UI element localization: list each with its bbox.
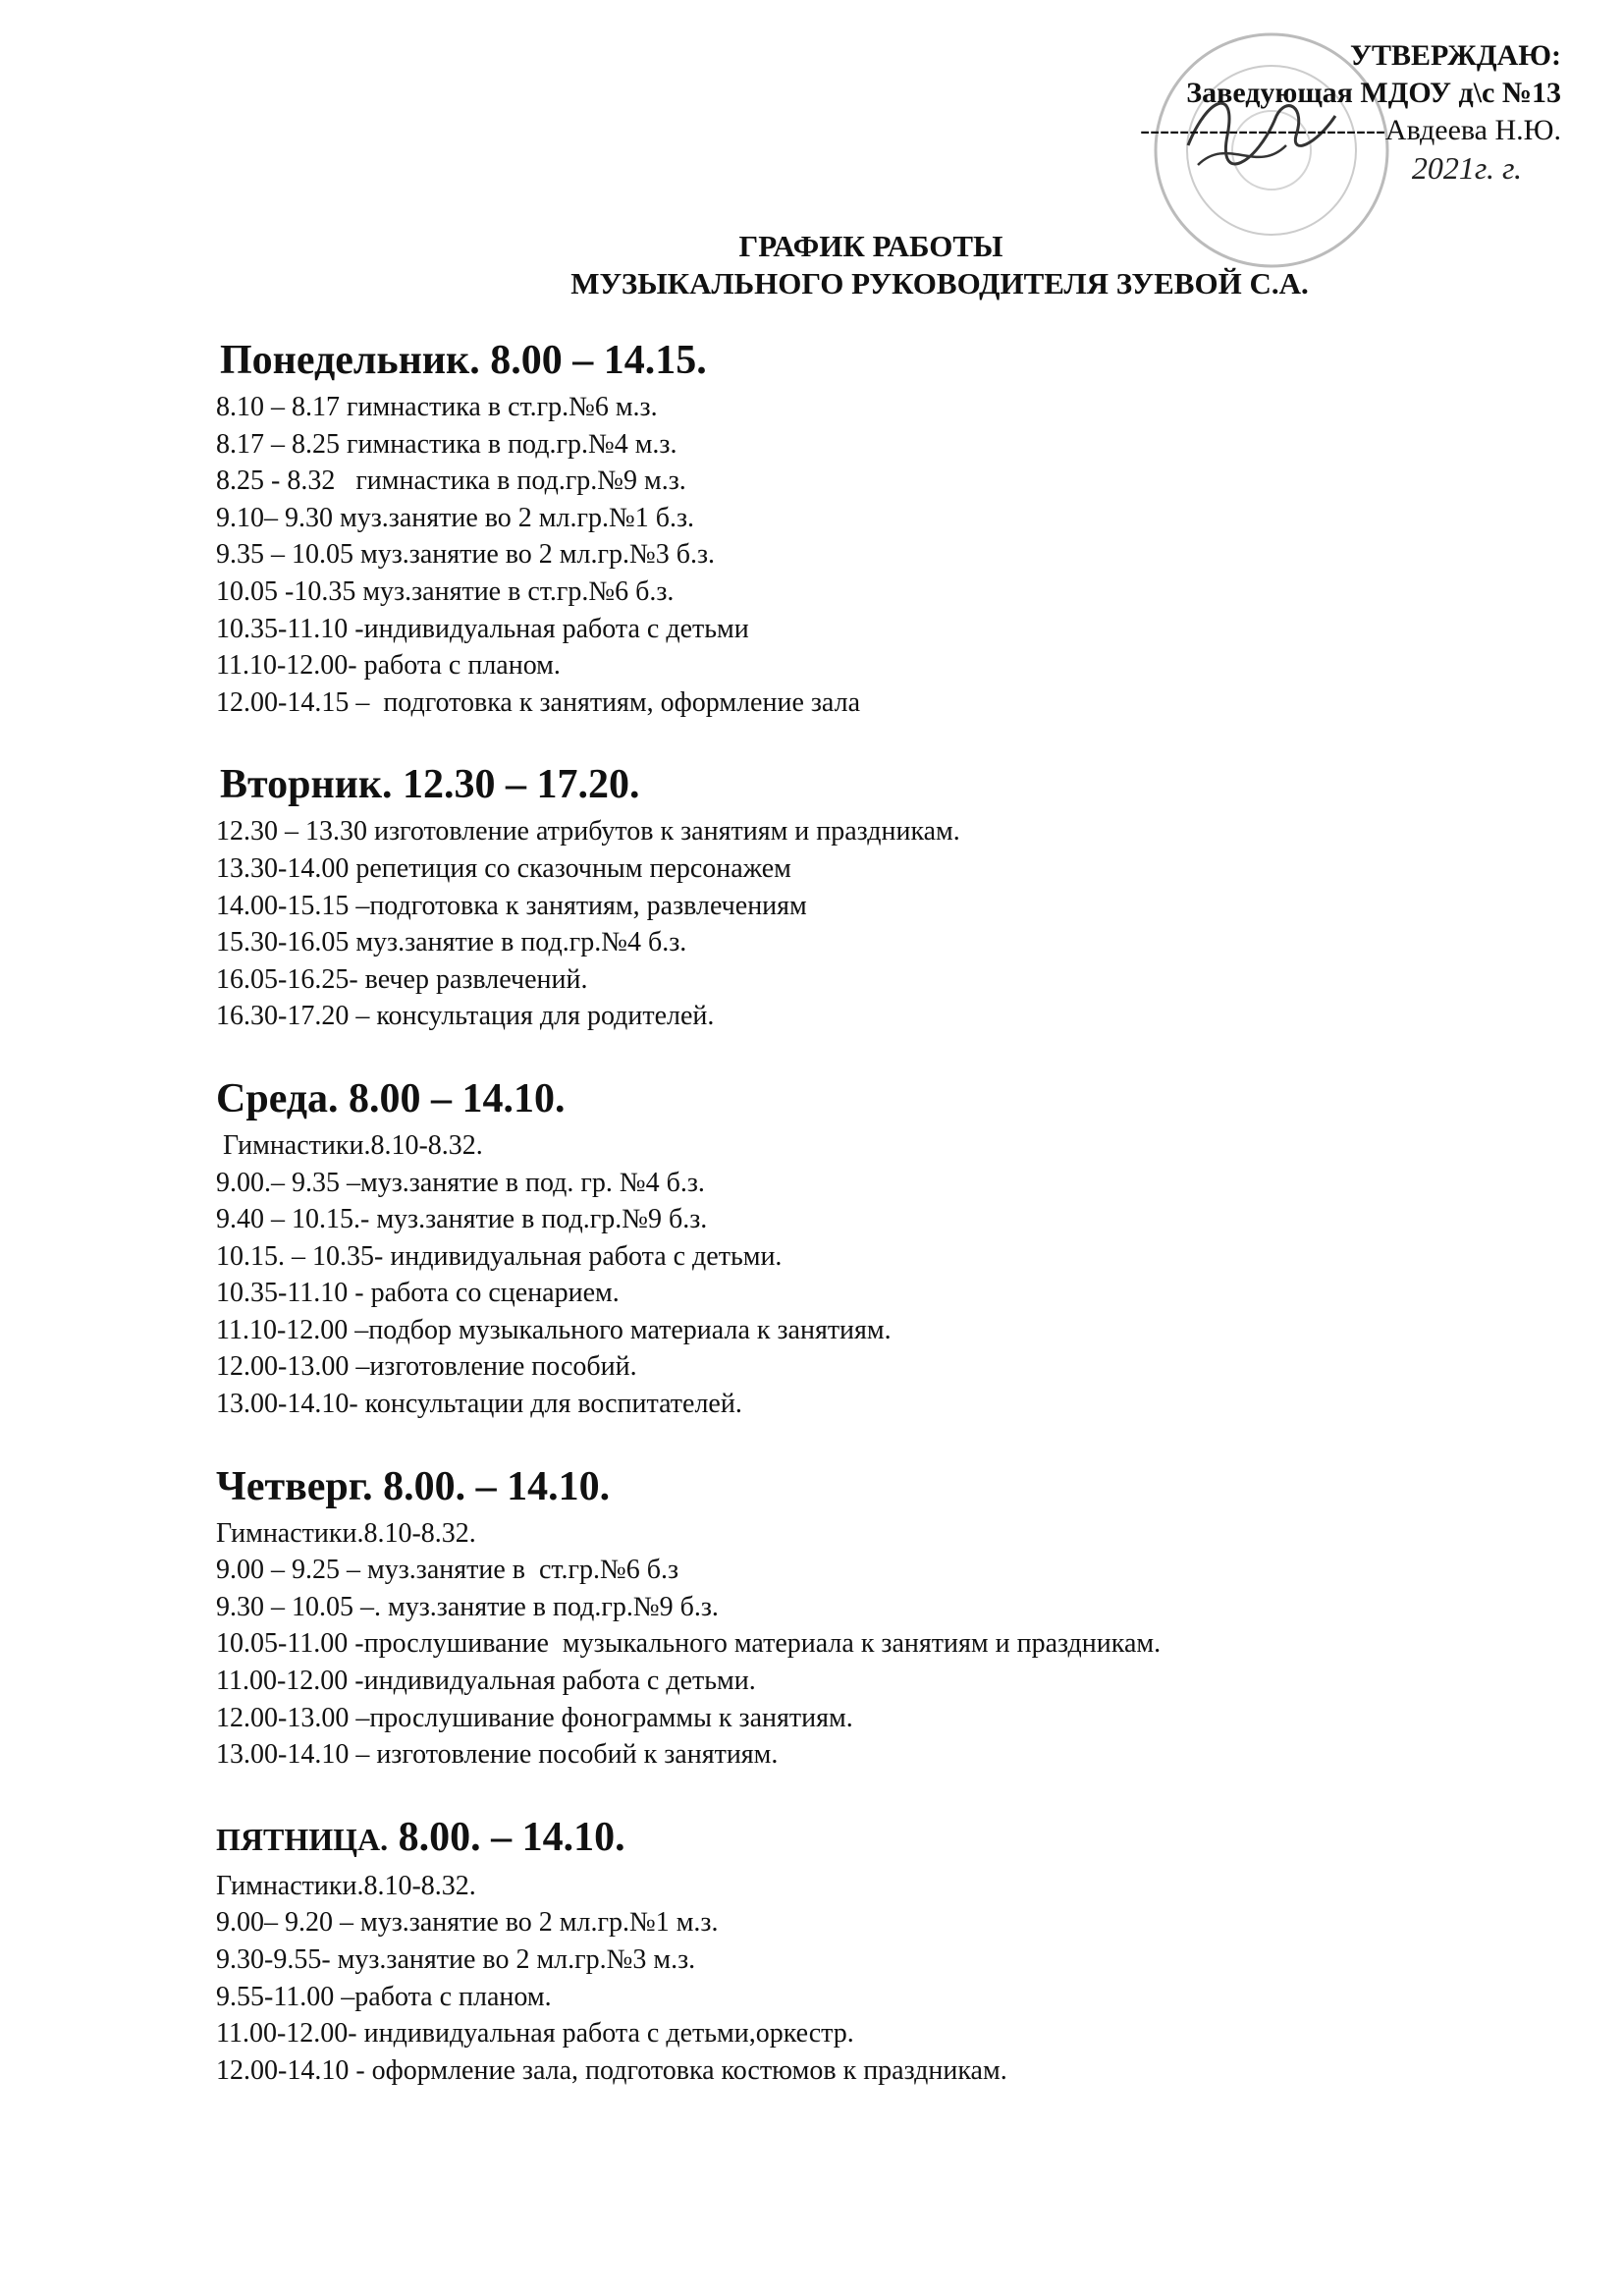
schedule-entry: 9.00– 9.20 – муз.занятие во 2 мл.гр.№1 м.з. xyxy=(216,1907,719,1939)
schedule-entry: 15.30-16.05 муз.занятие в под.гр.№4 б.з. xyxy=(216,927,687,958)
schedule-entry: 9.30-9.55- муз.занятие во 2 мл.гр.№3 м.з. xyxy=(216,1944,696,1975)
schedule-entry: 16.05-16.25- вечер развлечений. xyxy=(216,963,588,995)
schedule xyxy=(216,332,1492,2124)
schedule-entry: 16.30-17.20 – консультация для родителей. xyxy=(216,1001,715,1032)
title-line-2: МУЗЫКАЛЬНОГО РУКОВОДИТЕЛЯ ЗУЕВОЙ С.А. xyxy=(570,266,1309,301)
schedule-entry: 13.00-14.10- консультации для воспитателей. xyxy=(216,1389,742,1420)
schedule-entry: 10.05 -10.35 муз.занятие в ст.гр.№6 б.з. xyxy=(216,575,675,607)
approval-heading: УТВЕРЖДАЮ: xyxy=(1349,39,1561,72)
schedule-entry: 8.25 - 8.32 гимнастика в под.гр.№9 м.з. xyxy=(216,465,686,497)
day-thursday xyxy=(216,1458,1492,1774)
day-heading: Четверг. 8.00. – 14.10. xyxy=(216,1463,611,1509)
schedule-entry: 9.00.– 9.35 –муз.занятие в под. гр. №4 б.з. xyxy=(216,1167,705,1198)
schedule-entry: 11.10-12.00- работа с планом. xyxy=(216,650,561,682)
day-heading xyxy=(216,1809,1492,1868)
day-heading-prefix: ПЯТНИЦА. xyxy=(216,1821,389,1857)
schedule-entry: 8.10 – 8.17 гимнастика в ст.гр.№6 м.з. xyxy=(216,392,658,422)
document-title xyxy=(0,228,1624,302)
schedule-entry: 9.40 – 10.15.- муз.занятие в под.гр.№9 б.з. xyxy=(216,1204,708,1235)
schedule-entry: 12.00-13.00 –изготовление пособий. xyxy=(216,1351,637,1383)
day-heading: Среда. 8.00 – 14.10. xyxy=(216,1075,566,1121)
schedule-entry: 9.30 – 10.05 –. муз.занятие в под.гр.№9 б.з. xyxy=(216,1591,719,1622)
schedule-entry: 9.10– 9.30 муз.занятие во 2 мл.гр.№1 б.з. xyxy=(216,502,695,533)
schedule-entry: 11.00-12.00 -индивидуальная работа с детьми. xyxy=(216,1666,756,1697)
schedule-entry: 13.00-14.10 – изготовление пособий к занятиям. xyxy=(216,1739,779,1771)
schedule-entry: 11.10-12.00 –подбор музыкального материала к занятиям. xyxy=(216,1314,892,1345)
schedule-entry: 8.17 – 8.25 гимнастика в под.гр.№4 м.з. xyxy=(216,428,677,460)
approval-block xyxy=(1140,37,1561,187)
day-tuesday xyxy=(216,756,1492,1035)
schedule-entry: 12.00-13.00 –прослушивание фонограммы к занятиям. xyxy=(216,1702,853,1733)
schedule-entry: 11.00-12.00- индивидуальная работа с детьми,оркестр. xyxy=(216,2018,854,2050)
title-line-1: ГРАФИК РАБОТЫ xyxy=(738,229,1003,263)
schedule-entry: 10.35-11.10 -индивидуальная работа с детьми xyxy=(216,613,749,644)
day-heading: Понедельник. 8.00 – 14.15. xyxy=(220,338,707,383)
schedule-entry: 12.00-14.10 - оформление зала, подготовка костюмов к праздникам. xyxy=(216,2054,1007,2086)
approver-signature-line: -------------------------Авдеева Н.Ю. xyxy=(1140,114,1561,146)
schedule-entry: Гимнастики.8.10-8.32. xyxy=(216,1517,476,1549)
schedule-entry: 12.00-14.15 – подготовка к занятиям, оформление зала xyxy=(216,686,861,718)
day-wednesday xyxy=(216,1070,1492,1423)
schedule-entry: 9.00 – 9.25 – муз.занятие в ст.гр.№6 б.з xyxy=(216,1555,679,1586)
schedule-entry: 10.15. – 10.35- индивидуальная работа с детьми. xyxy=(216,1240,783,1272)
day-monday xyxy=(216,332,1492,721)
day-friday xyxy=(216,1809,1492,2090)
schedule-entry: 9.55-11.00 –работа с планом. xyxy=(216,1981,552,2012)
day-heading-hours: 8.00. – 14.10. xyxy=(388,1814,625,1860)
day-heading: Вторник. 12.30 – 17.20. xyxy=(220,762,640,808)
approver-position: Заведующая МДОУ д\с №13 xyxy=(1186,77,1561,109)
schedule-entry: Гимнастики.8.10-8.32. xyxy=(216,1129,483,1161)
schedule-entry: 13.30-14.00 репетиция со сказочным персонажем xyxy=(216,852,791,884)
schedule-entry: 10.35-11.10 - работа со сценарием. xyxy=(216,1278,620,1309)
schedule-entry: 10.05-11.00 -прослушивание музыкального материала к занятиям и праздникам. xyxy=(216,1628,1162,1660)
schedule-entry: 14.00-15.15 –подготовка к занятиям, развлечениям xyxy=(216,890,807,921)
schedule-entry: Гимнастики.8.10-8.32. xyxy=(216,1870,476,1901)
schedule-entry: 9.35 – 10.05 муз.занятие во 2 мл.гр.№3 б.з. xyxy=(216,539,716,571)
approval-date: 2021г. г. xyxy=(1411,150,1522,186)
schedule-entry: 12.30 – 13.30 изготовление атрибутов к занятиям и праздникам. xyxy=(216,816,960,847)
